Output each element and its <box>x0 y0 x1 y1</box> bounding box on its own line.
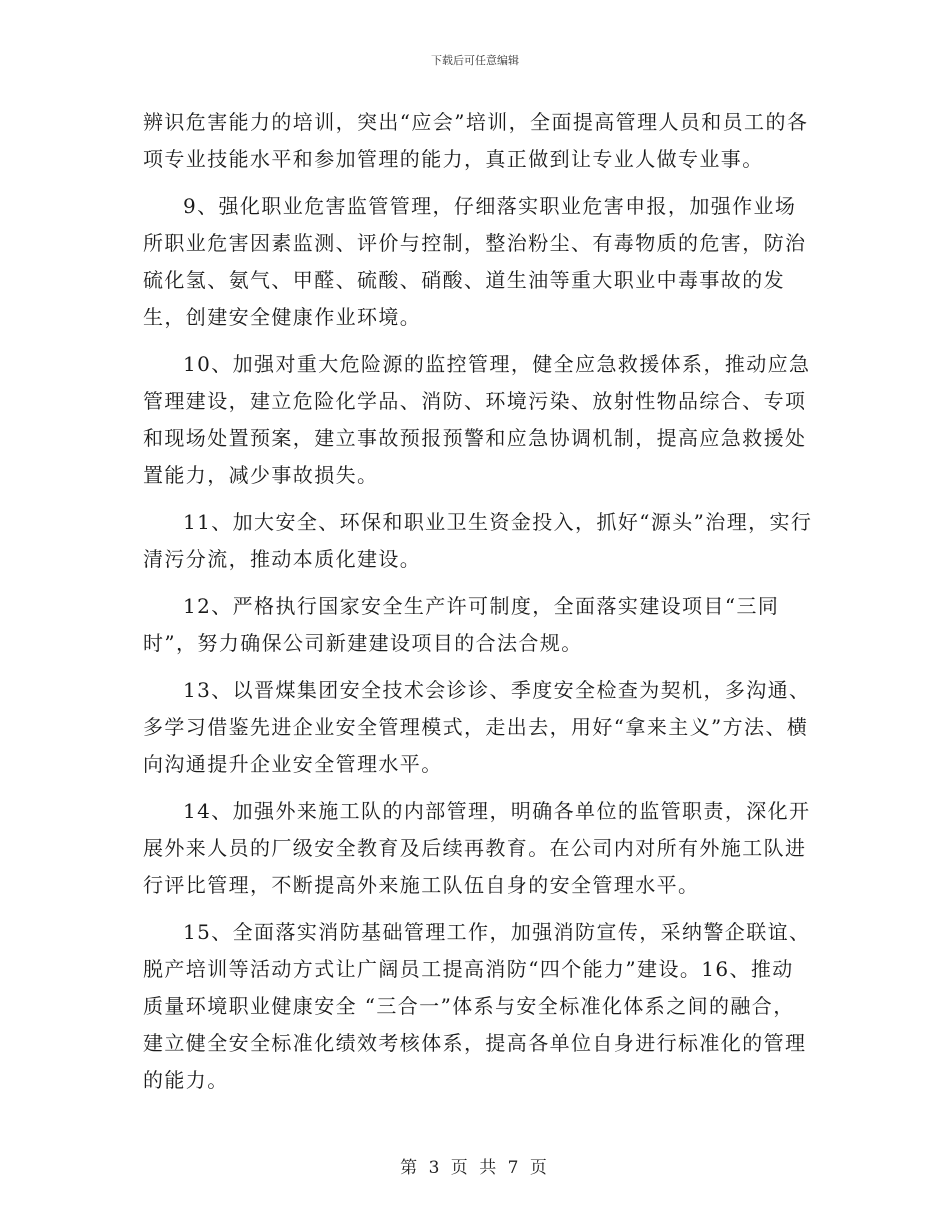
document-body <box>143 104 815 1109</box>
paragraph-item-12: 12、严格执行国家安全生产许可制度，全面落实建设项目“三同时”，努力确保公司新建建设项目的合法合规。 <box>143 594 780 655</box>
paragraph-item-15: 15、全面落实消防基础管理工作，加强消防宣传，采纳警企联谊、脱产培训等活动方式让广阔员工提高消防“四个能力”建设。16、推动质量环境职业健康安全 “三合一”体系与安全标准化体系之间的融合，建立健全安全标准化绩效考核体系，提高各单位自身进行标准化的管理的能力。 <box>143 920 811 1092</box>
paragraph-item-13: 13、以晋煤集团安全技术会诊诊、季度安全检查为契机，多沟通、多学习借鉴先进企业安全管理模式，走出去，用好“拿来主义”方法、横向沟通提升企业安全管理水平。 <box>143 678 811 776</box>
page-number: 第 3 页 共 7 页 <box>400 1158 550 1178</box>
paragraph-item-14: 14、加强外来施工队的内部管理，明确各单位的监管职责，深化开展外来人员的厂级安全教育及后续再教育。在公司内对所有外施工队进行评比管理，不断提高外来施工队伍自身的安全管理水平。 <box>143 799 811 897</box>
paragraph-item-10: 10、加强对重大危险源的监控管理，健全应急救援体系，推动应急管理建设，建立危险化学品、消防、环境污染、放射性物品综合、专项和现场处置预案，建立事故预报预警和应急协调机制，提高应急救援处置能力，减少事故损失。 <box>143 352 811 487</box>
paragraph-continuation: 辨识危害能力的培训，突出“应会”培训，全面提高管理人员和员工的各项专业技能水平和参加管理的能力，真正做到让专业人做专业事。 <box>143 110 809 171</box>
paragraph-item-11: 11、加大安全、环保和职业卫生资金投入，抓好“源头”治理，实行清污分流，推动本质化建设。 <box>143 510 813 571</box>
paragraph-item-9: 9、强化职业危害监管管理，仔细落实职业危害申报，加强作业场所职业危害因素监测、评价与控制，整治粉尘、有毒物质的危害，防治硫化氢、氨气、甲醛、硫酸、硝酸、道生油等重大职业中毒事故的发生，创建安全健康作业环境。 <box>143 194 807 329</box>
header-note: 下载后可任意编辑 <box>431 54 519 67</box>
